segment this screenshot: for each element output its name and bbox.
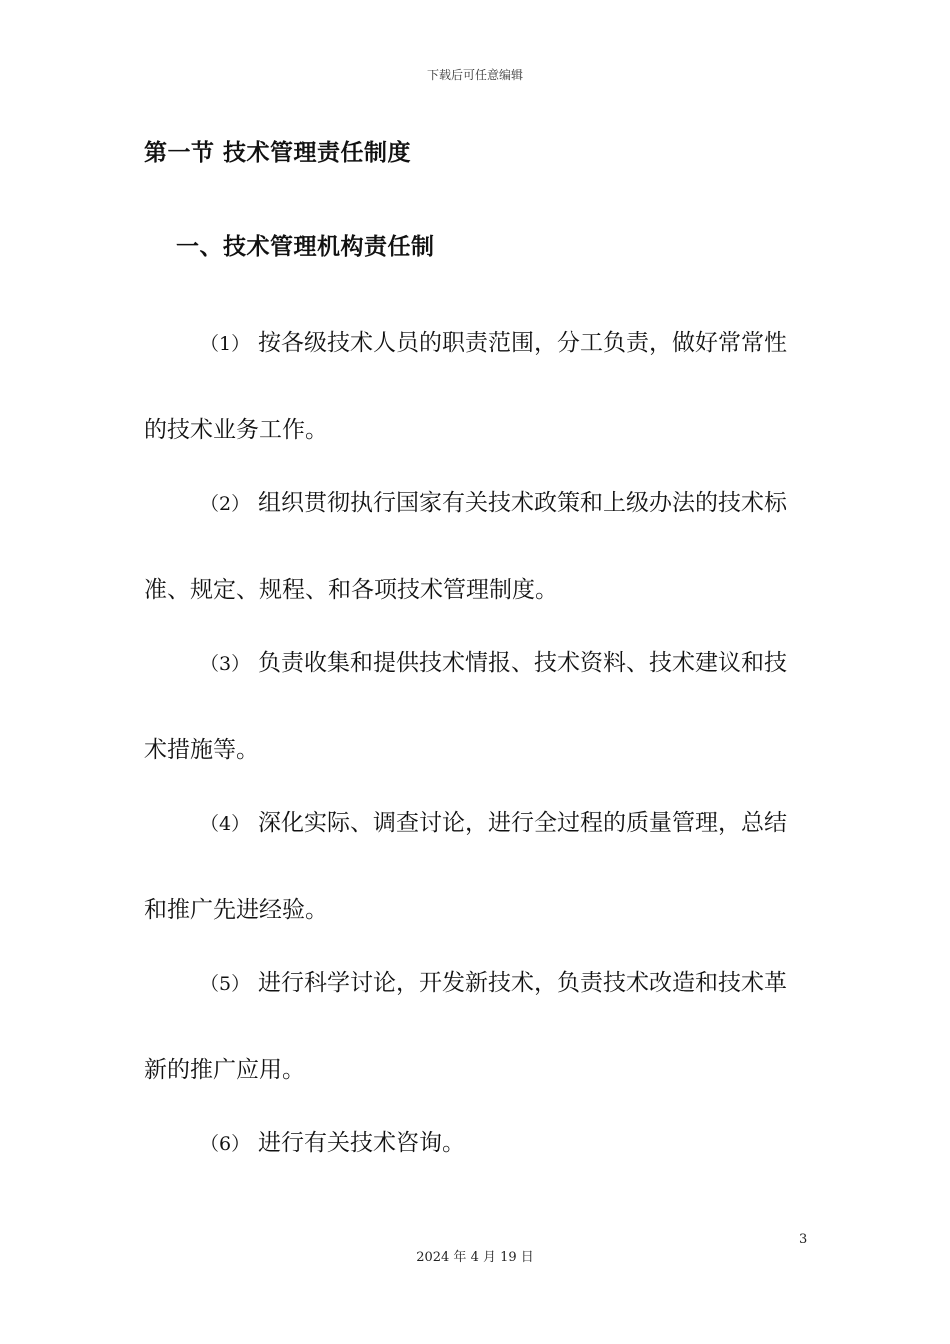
list-item [200, 1124, 465, 1157]
sub-title: 一、技术管理机构责任制 [176, 234, 435, 260]
item-number: （1） [200, 333, 251, 355]
item-number: （3） [200, 653, 251, 675]
item-text: 负责收集和提供技术情报、技术资料、技术建议和技 [258, 650, 787, 676]
page-number: 3 [799, 1232, 808, 1247]
page-header: 下载后可任意编辑 [426, 68, 523, 82]
item-continuation: 和推广先进经验。 [144, 897, 328, 923]
item-continuation: 术措施等。 [144, 737, 259, 763]
item-text: 按各级技术人员的职责范围，分工负责，做好常常性 [258, 330, 787, 356]
section-title: 第一节 技术管理责任制度 [144, 140, 412, 166]
item-number: （6） [200, 1133, 251, 1155]
page-date: 2024 年 4 月 19 日 [416, 1250, 534, 1265]
item-continuation: 准、规定、规程、和各项技术管理制度。 [144, 577, 558, 603]
item-number: （2） [200, 493, 251, 515]
list-item [200, 484, 787, 517]
list-item [200, 644, 787, 677]
item-continuation: 的技术业务工作。 [144, 417, 328, 443]
list-item [200, 964, 787, 997]
item-number: （5） [200, 973, 251, 995]
item-continuation: 新的推广应用。 [144, 1057, 305, 1083]
item-text: 进行科学讨论，开发新技术，负责技术改造和技术革 [258, 970, 787, 996]
list-item [200, 804, 787, 837]
item-text: 组织贯彻执行国家有关技术政策和上级办法的技术标 [258, 490, 787, 516]
list-item [200, 324, 787, 357]
item-number: （4） [200, 813, 251, 835]
item-text: 深化实际、调查讨论，进行全过程的质量管理，总结 [258, 810, 787, 836]
item-text: 进行有关技术咨询。 [258, 1130, 465, 1156]
